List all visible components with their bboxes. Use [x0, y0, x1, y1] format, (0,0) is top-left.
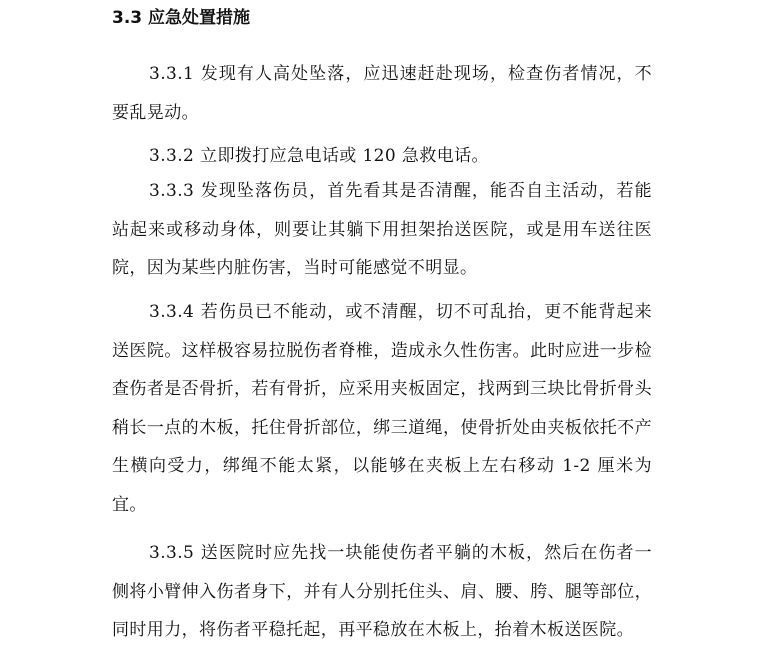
paragraph-3-3-3: 3.3.3 发现坠落伤员，首先看其是否清醒，能否自主活动，若能站起来或移动身体，则要让其躺下用担架抬送医院，或是用车送往医院，因为某些内脏伤害，当时可能感觉不明显。 [112, 181, 652, 278]
paragraph-3-3-1: 3.3.1 发现有人高处坠落，应迅速赶赴现场，检查伤者情况，不要乱晃动。 [112, 64, 652, 123]
section-heading: 3.3 应急处置措施 [112, 8, 251, 28]
paragraph-3-3-2: 3.3.2 立即拨打应急电话或 120 急救电话。 [149, 146, 489, 166]
paragraph-3-3-4: 3.3.4 若伤员已不能动，或不清醒，切不可乱抬，更不能背起来送医院。这样极容易拉脱伤者脊椎，造成永久性伤害。此时应进一步检查伤者是否骨折，若有骨折，应采用夹板固定，找两到三块比骨折骨头稍长一点的木板，托住骨折部位，绑三道绳，使骨折处由夹板依托不产生横向受力，绑绳不能太紧，以能够在夹板上左右移动 1-2 厘米为宜。 [112, 302, 652, 515]
paragraph-3-3-5: 3.3.5 送医院时应先找一块能使伤者平躺的木板，然后在伤者一侧将小臂伸入伤者身下，并有人分别托住头、肩、腰、胯、腿等部位，同时用力，将伤者平稳托起，再平稳放在木板上，抬着木板送医院。 [112, 543, 652, 640]
